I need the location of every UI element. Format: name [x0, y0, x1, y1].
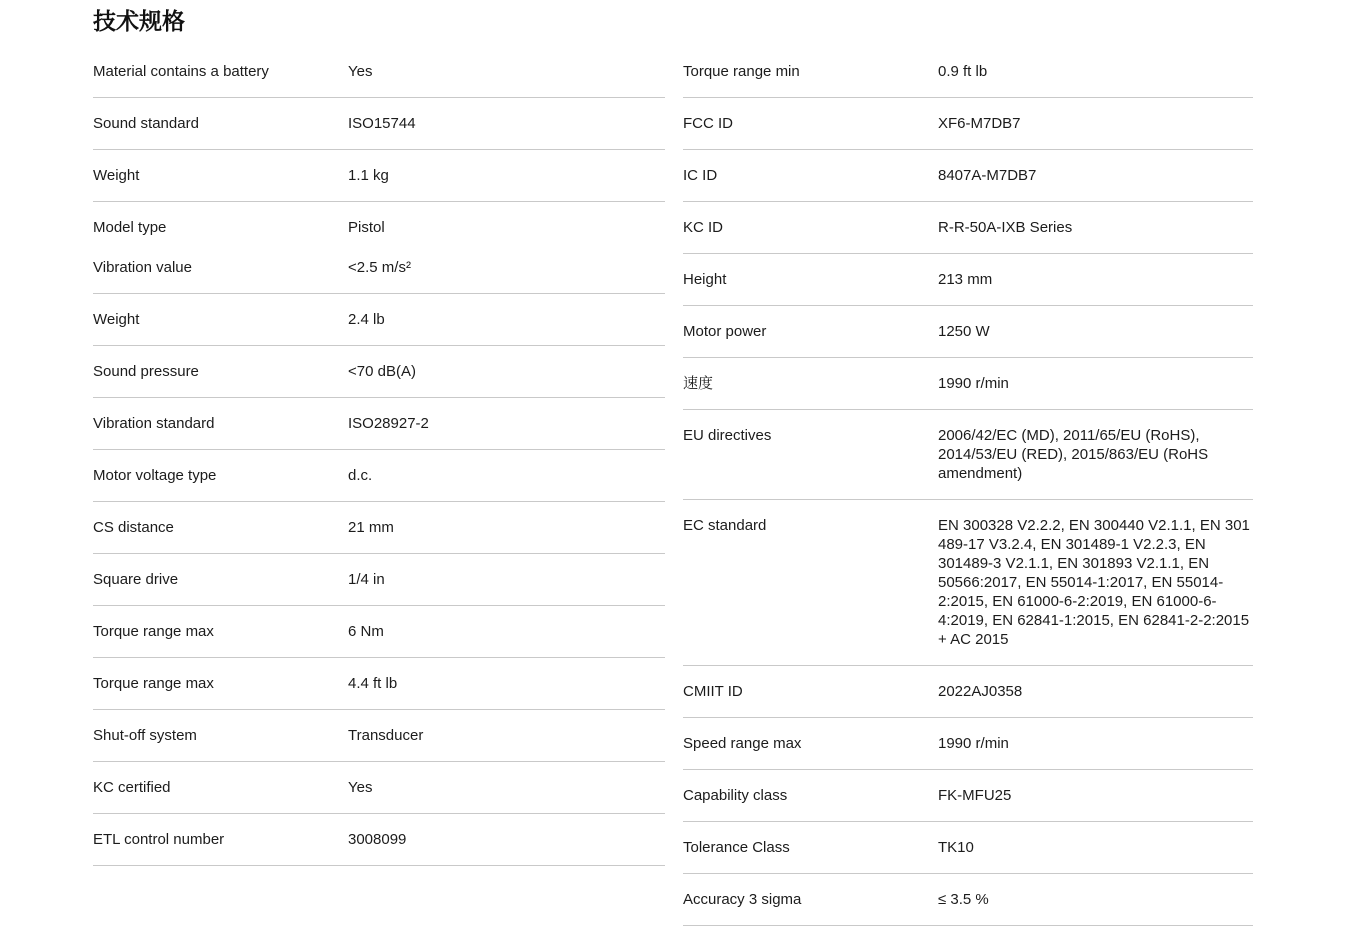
spec-value: <70 dB(A)	[348, 363, 416, 380]
spec-row	[683, 254, 1253, 306]
spec-value: 2022AJ0358	[938, 683, 1023, 700]
spec-value: Yes	[348, 779, 373, 796]
spec-label: Capability class	[683, 787, 788, 804]
spec-row	[683, 98, 1253, 150]
spec-value: R-R-50A-IXB Series	[938, 219, 1073, 236]
page-title: 技术规格	[93, 8, 185, 34]
specs-column-left	[93, 46, 665, 866]
spec-label: CMIIT ID	[683, 683, 743, 700]
spec-label: FCC ID	[683, 115, 733, 132]
spec-row	[93, 450, 665, 502]
spec-label: Square drive	[93, 571, 179, 588]
spec-row	[683, 410, 1253, 500]
spec-value: 4.4 ft lb	[348, 675, 398, 692]
spec-value: 6 Nm	[348, 623, 384, 640]
spec-row	[683, 770, 1253, 822]
spec-row	[93, 294, 665, 346]
spec-value: 1250 W	[938, 323, 990, 340]
spec-row	[93, 606, 665, 658]
spec-value: d.c.	[348, 467, 373, 484]
spec-value: XF6-M7DB7	[938, 115, 1021, 132]
spec-label: Speed range max	[683, 735, 802, 752]
spec-row	[93, 554, 665, 606]
spec-row	[93, 150, 665, 202]
spec-row-merged	[93, 202, 665, 294]
spec-row	[93, 814, 665, 866]
spec-value: ISO28927-2	[348, 415, 429, 432]
spec-label: Weight	[93, 311, 140, 328]
spec-row	[683, 500, 1253, 666]
spec-label: Tolerance Class	[683, 839, 790, 856]
spec-row	[93, 658, 665, 710]
spec-label: Motor power	[683, 323, 767, 340]
spec-label: Accuracy 3 sigma	[683, 891, 802, 908]
spec-value: 1990 r/min	[938, 735, 1009, 752]
specs-container	[93, 0, 1253, 926]
spec-label: Vibration value	[93, 259, 192, 276]
spec-value: 1990 r/min	[938, 375, 1009, 392]
spec-label: EC standard	[683, 517, 767, 534]
spec-row	[683, 874, 1253, 926]
spec-label: Vibration standard	[93, 415, 215, 432]
spec-label: Sound standard	[93, 115, 199, 132]
spec-row	[683, 46, 1253, 98]
spec-label: 速度	[683, 375, 714, 392]
spec-label: KC ID	[683, 219, 724, 236]
spec-label: CS distance	[93, 519, 174, 536]
spec-row	[93, 762, 665, 814]
spec-value: 2006/42/EC (MD), 2011/65/EU (RoHS), 2014/53/EU (RED), 2015/863/EU (RoHS amendment)	[938, 427, 1209, 482]
spec-row	[93, 398, 665, 450]
spec-label: Weight	[93, 167, 140, 184]
spec-value: <2.5 m/s²	[348, 259, 411, 276]
spec-label: ETL control number	[93, 831, 225, 848]
spec-value: 2.4 lb	[348, 311, 385, 328]
spec-label: IC ID	[683, 167, 718, 184]
spec-value: 8407A-M7DB7	[938, 167, 1037, 184]
spec-row	[683, 202, 1253, 254]
spec-value: ISO15744	[348, 115, 416, 132]
spec-label: EU directives	[683, 427, 772, 444]
spec-value: FK-MFU25	[938, 787, 1012, 804]
spec-row	[683, 822, 1253, 874]
spec-value: 0.9 ft lb	[938, 63, 988, 80]
spec-row	[683, 306, 1253, 358]
spec-value: 1/4 in	[348, 571, 385, 588]
spec-label: Model type	[93, 219, 167, 236]
spec-label: Shut-off system	[93, 727, 197, 744]
spec-value: Transducer	[348, 727, 424, 744]
spec-label: Sound pressure	[93, 363, 199, 380]
spec-row	[683, 666, 1253, 718]
spec-row	[683, 150, 1253, 202]
spec-row	[93, 98, 665, 150]
spec-value: Pistol	[348, 219, 385, 236]
specs-tables	[93, 46, 1253, 926]
spec-label: Height	[683, 271, 727, 288]
spec-label: Torque range max	[93, 623, 214, 640]
spec-label: Motor voltage type	[93, 467, 217, 484]
spec-row	[93, 710, 665, 762]
spec-value: 213 mm	[938, 271, 993, 288]
spec-value: EN 300328 V2.2.2, EN 300440 V2.1.1, EN 301 489-17 V3.2.4, EN 301489-1 V2.2.3, EN 301489-3 V2.1.1, EN 301893 V2.1.1, EN 50566:2017, EN 55014-1:2017, EN 55014-2:2015, EN 61000-6-2:2019, EN 61000-6-4:2019, EN 62841-1:2015, EN 62841-2-2:2015 + AC 2015	[938, 517, 1250, 648]
spec-value: 1.1 kg	[348, 167, 389, 184]
spec-row	[93, 46, 665, 98]
spec-row	[683, 358, 1253, 410]
spec-value: 21 mm	[348, 519, 394, 536]
spec-row	[93, 346, 665, 398]
spec-row	[93, 502, 665, 554]
spec-label: Material contains a battery	[93, 63, 269, 80]
spec-label: KC certified	[93, 779, 171, 796]
spec-row	[683, 718, 1253, 770]
spec-label: Torque range max	[93, 675, 214, 692]
spec-label: Torque range min	[683, 63, 800, 80]
spec-value: 3008099	[348, 831, 407, 848]
specs-column-right	[683, 46, 1253, 926]
spec-value: ≤ 3.5 %	[938, 891, 989, 908]
spec-value: TK10	[938, 839, 974, 856]
spec-value: Yes	[348, 63, 373, 80]
